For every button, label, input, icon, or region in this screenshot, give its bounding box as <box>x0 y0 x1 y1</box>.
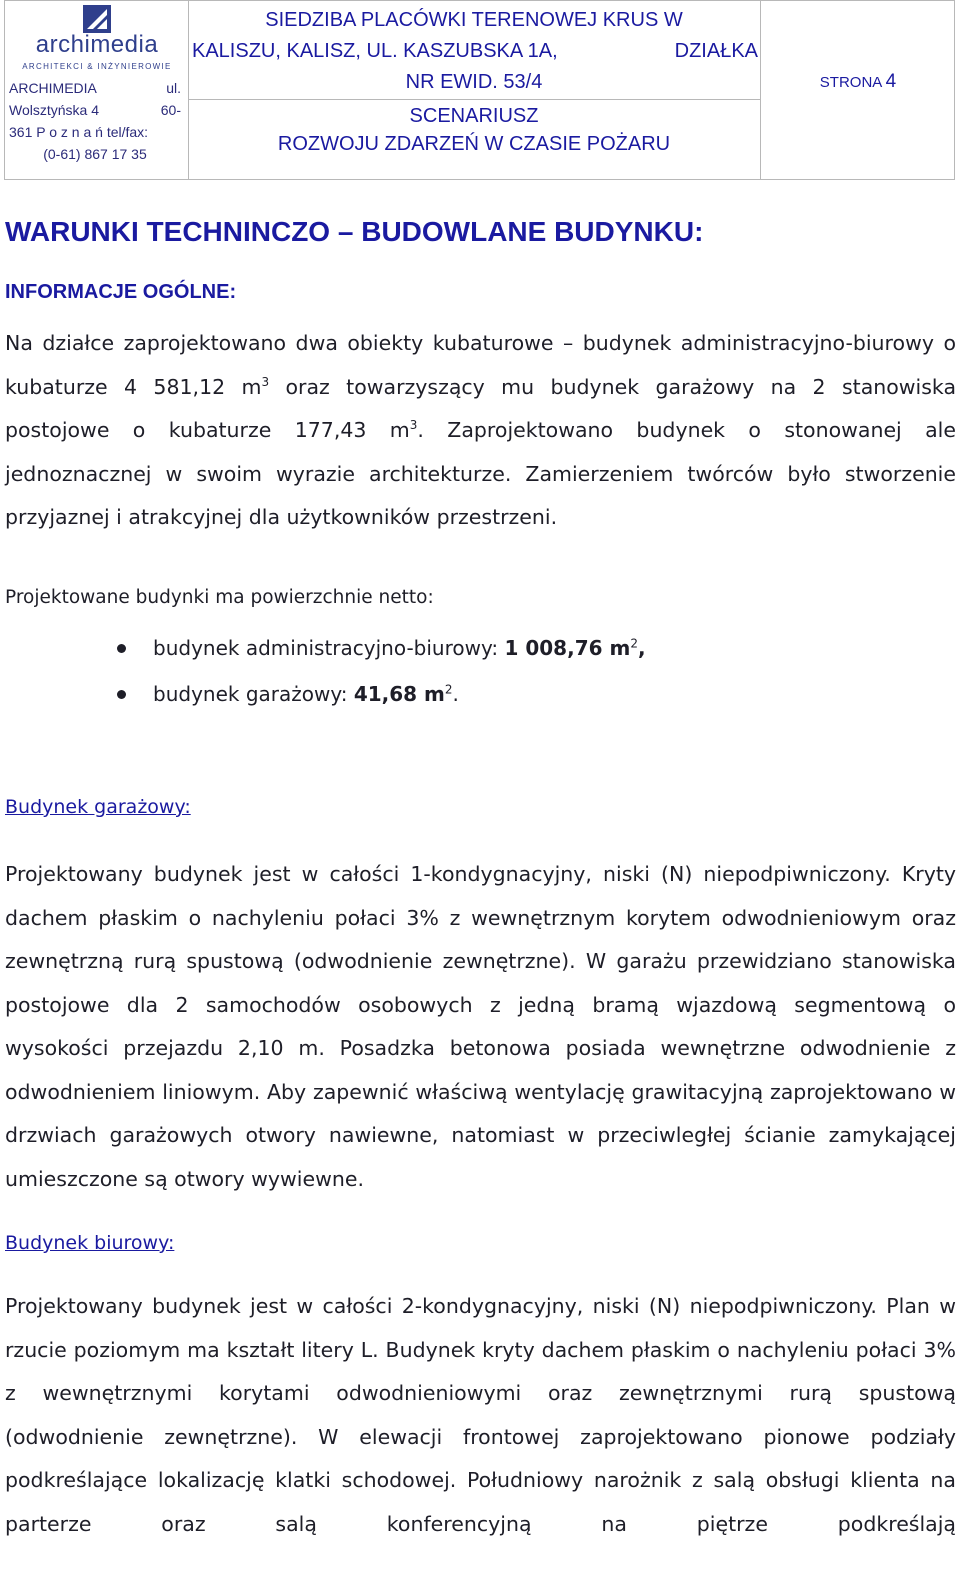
site-title-line2-right: DZIAŁKA <box>674 40 758 62</box>
company-cell <box>5 1 189 179</box>
page-label: STRONA <box>819 74 882 91</box>
site-title-line2-left: KALISZU, KALISZ, UL. KASZUBSKA 1A, <box>192 40 558 62</box>
office-heading: Budynek biurowy: <box>5 1232 175 1254</box>
intro-sup-1: 3 <box>261 374 270 389</box>
scenario-line2: ROZWOJU ZDARZEŃ W CZASIE POŻARU <box>277 133 671 155</box>
section-subheading: INFORMACJE OGÓLNE: <box>5 281 237 303</box>
list-item <box>5 625 956 671</box>
company-address <box>9 77 181 165</box>
logo-tagline: ARCHITEKCI & INŻYNIEROWIE <box>22 62 172 71</box>
intro-text-2: oraz towarzyszący mu budynek garażowy na 2 stanowiska postojowe o kubaturze 177,43 m <box>5 374 957 442</box>
area-label: budynek administracyjno-biurowy: <box>153 636 505 660</box>
scenario-line1: SCENARIUSZ <box>409 105 539 127</box>
area-sup: 2 <box>444 682 453 697</box>
garage-paragraph: Projektowany budynek jest w całości 1-kondygnacyjny, niski (N) niepodpiwniczony. Kryty dachem płaskim o nachyleniu połaci 3% z wewnętrznym korytem odwodnieniowym oraz zewnętrzną rurą spustową (odwodnienie zewnętrzne). W garażu przewidziano stanowiska postojowe dla 2 samochodów osobowych z jedną bramą wjazdową segmentową o wysokości przejazdu 2,10 m. Posadzka betonowa posiada wewnętrzne odwodnienie z odwodnieniem liniowym. Aby zapewnić właściwą wentylację grawitacyjną zaprojektowano w drzwiach garażowych otwory nawiewne, natomiast w przeciwległej ścianie zamykającej umieszczone są otwory wywiewne. <box>5 862 956 1191</box>
site-title <box>188 5 760 98</box>
document-body <box>5 212 956 1590</box>
page-number-cell <box>760 1 954 179</box>
address-line2-right: 60- <box>160 102 181 118</box>
areas-intro: Projektowane budynki ma powierzchnie netto: <box>5 586 434 608</box>
title-cell <box>188 1 761 179</box>
areas-list <box>5 625 956 717</box>
scenario-title <box>188 102 760 158</box>
intro-text-1: Na działce zaprojektowano dwa obiekty kubaturowe – budynek administracyjno-biurowy o kubaturze 4 581,12 m <box>5 331 956 399</box>
area-tail: , <box>637 636 646 660</box>
logo-icon <box>83 5 111 33</box>
address-line1-left: ARCHIMEDIA <box>9 80 97 96</box>
site-title-line3: NR EWID. 53/4 <box>405 71 543 93</box>
area-value: 41,68 m <box>353 682 445 706</box>
site-title-line1: SIEDZIBA PLACÓWKI TERENOWEJ KRUS W <box>265 9 683 31</box>
garage-heading: Budynek garażowy: <box>5 796 191 818</box>
list-item <box>5 671 956 717</box>
office-paragraph: Projektowany budynek jest w całości 2-kondygnacyjny, niski (N) niepodpiwniczony. Plan w rzucie poziomym ma kształt litery L. Budynek kryty dachem płaskim o nachyleniu połaci 3% z wewnętrznymi korytami odwodnieniowymi oraz zewnętrznymi rurą spustową (odwodnienie zewnętrzne). W elewacji frontowej zaprojektowano pionowe podziały podkreślające lokalizację klatki schodowej. Południowy narożnik z salą obsługi klienta na parterze oraz salą konferencyjną na piętrze podkreślają <box>5 1294 956 1536</box>
address-phone: (0-61) 867 17 35 <box>43 146 147 162</box>
intro-sup-2: 3 <box>409 418 418 433</box>
address-line2-left: Wolsztyńska 4 <box>9 102 99 118</box>
logo-wordmark: archimedia <box>35 31 159 58</box>
intro-text-3: . Zaprojektowano budynek o stonowanej ale jednoznacznej w swoim wyrazie architekturze. Zamierzeniem twórców było stworzenie przyjaznej i atrakcyjnej dla użytkowników przestrzeni. <box>5 418 956 529</box>
section-heading: WARUNKI TECHNINCZO – BUDOWLANE BUDYNKU: <box>5 216 704 247</box>
area-label: budynek garażowy: <box>153 682 354 706</box>
address-line3: 361 P o z n a ń tel/fax: <box>9 124 149 140</box>
area-value: 1 008,76 m <box>504 636 631 660</box>
intro-paragraph <box>5 322 956 540</box>
page-number: 4 <box>885 71 897 92</box>
title-divider <box>188 99 760 100</box>
page-header <box>4 0 955 180</box>
area-tail: . <box>452 682 459 706</box>
address-line1-right: ul. <box>166 80 181 96</box>
page-indicator <box>760 71 956 93</box>
area-sup: 2 <box>630 636 638 651</box>
